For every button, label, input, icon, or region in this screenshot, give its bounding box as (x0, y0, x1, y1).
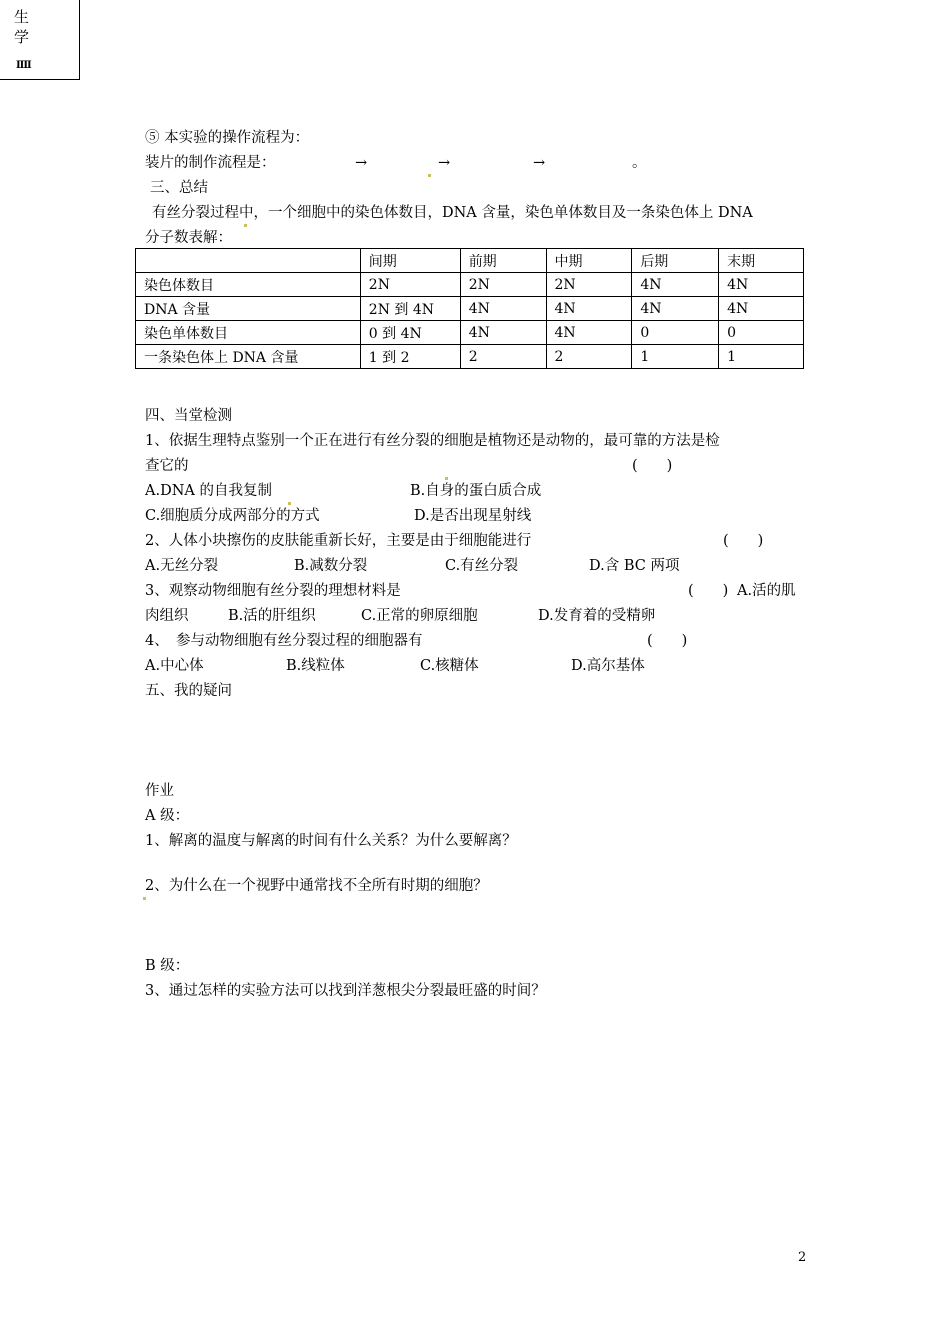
homework-q2: 2、为什么在一个视野中通常找不全所有时期的细胞？ (145, 878, 488, 894)
homework-level-a: A 级： (145, 808, 190, 824)
slide-flow-label: 装片的制作流程是： (145, 155, 276, 171)
table-cell: 4N (460, 321, 546, 345)
corner-char-1: 生 (14, 8, 30, 26)
q4-option-a: A.中心体 (145, 658, 204, 674)
table-header-cell: 前期 (460, 249, 546, 273)
corner-char-2: 学 (14, 28, 30, 46)
q1-option-a: A.DNA 的自我复制 (145, 483, 272, 499)
flow-arrow-1: → (355, 155, 368, 171)
q2-text: 2、人体小块擦伤的皮肤能重新长好，主要是由于细胞能进行 (145, 533, 532, 549)
table-cell: 2N 到 4N (360, 297, 460, 321)
table-header-cell (136, 249, 361, 273)
table-cell: 2 (460, 345, 546, 369)
table-cell: 4N (632, 297, 719, 321)
q3-option-c: C.正常的卵原细胞 (361, 608, 478, 624)
table-cell: 4N (546, 297, 632, 321)
table-cell: 1 (632, 345, 719, 369)
table-header-cell: 中期 (546, 249, 632, 273)
q3-option-a-end: 肉组织 (145, 608, 189, 624)
questions-heading: 五、我的疑问 (145, 683, 232, 699)
table-row (136, 297, 804, 321)
table-header-cell: 后期 (632, 249, 719, 273)
mark-dot (288, 485, 291, 505)
corner-char-3: IIII (16, 60, 31, 71)
page-number: 2 (798, 1250, 807, 1265)
table-header-row (136, 249, 804, 273)
table-cell: 1 (719, 345, 804, 369)
table-cell: 染色体数目 (136, 273, 361, 297)
quiz-heading: 四、当堂检测 (145, 408, 232, 424)
table-cell: 2N (360, 273, 460, 297)
mark-dot (244, 207, 247, 227)
table-header-cell: 间期 (360, 249, 460, 273)
summary-heading: 三、总结 (150, 180, 208, 196)
q4-option-d: D.高尔基体 (571, 658, 645, 674)
table-cell: 0 到 4N (360, 321, 460, 345)
q1-answer-blank: ( ) (632, 458, 673, 474)
table-row (136, 345, 804, 369)
q3-option-b: B.活的肝组织 (228, 608, 316, 624)
table-cell: 2N (460, 273, 546, 297)
homework-level-b: B 级： (145, 958, 190, 974)
flow-arrow-2: → (438, 155, 451, 171)
table-row (136, 321, 804, 345)
table-cell: 0 (719, 321, 804, 345)
flow-end-mark: 。 (632, 155, 647, 171)
table-cell: 2 (546, 345, 632, 369)
table-cell: 2N (546, 273, 632, 297)
q4-answer-blank: ( ) (647, 633, 688, 649)
table-cell: 4N (719, 273, 804, 297)
q3-answer-blank: ( ) (688, 583, 729, 599)
q1-option-d: D.是否出现星射线 (414, 508, 532, 524)
summary-table (135, 248, 804, 369)
table-cell: 染色单体数目 (136, 321, 361, 345)
homework-title: 作业 (145, 783, 174, 799)
q1-option-c: C.细胞质分成两部分的方式 (145, 508, 320, 524)
table-row (136, 273, 804, 297)
table-cell: 4N (632, 273, 719, 297)
table-cell: DNA 含量 (136, 297, 361, 321)
q4-option-b: B.线粒体 (286, 658, 345, 674)
q3-text: 3、观察动物细胞有丝分裂的理想材料是 (145, 583, 401, 599)
summary-intro-line1: 有丝分裂过程中，一个细胞中的染色体数目，DNA 含量，染色单体数目及一条染色体上 DNA (152, 205, 753, 221)
table-cell: 4N (460, 297, 546, 321)
table-cell: 0 (632, 321, 719, 345)
corner-label-box (0, 0, 80, 80)
q4-text: 4、 参与动物细胞有丝分裂过程的细胞器有 (145, 633, 423, 649)
q2-option-c: C.有丝分裂 (445, 558, 519, 574)
table-cell: 4N (546, 321, 632, 345)
flow-arrow-3: → (533, 155, 546, 171)
q1-option-b: B.自身的蛋白质合成 (410, 483, 542, 499)
summary-intro-line2: 分子数表解： (145, 230, 232, 246)
q1-line2: 查它的 (145, 458, 189, 474)
table-cell: 1 到 2 (360, 345, 460, 369)
q4-option-c: C.核糖体 (420, 658, 479, 674)
table-header-cell: 末期 (719, 249, 804, 273)
homework-q3: 3、通过怎样的实验方法可以找到洋葱根尖分裂最旺盛的时间？ (145, 983, 546, 999)
table-cell: 一条染色体上 DNA 含量 (136, 345, 361, 369)
mark-dot (428, 157, 431, 177)
q2-option-b: B.减数分裂 (294, 558, 368, 574)
mark-dot (445, 460, 448, 480)
q1-line1: 1、依据生理特点鉴别一个正在进行有丝分裂的细胞是植物还是动物的，最可靠的方法是检 (145, 433, 720, 449)
procedure-title: ⑤ 本实验的操作流程为： (145, 130, 310, 146)
q2-option-d: D.含 BC 两项 (589, 558, 680, 574)
q2-option-a: A.无丝分裂 (145, 558, 219, 574)
q2-answer-blank: ( ) (723, 533, 764, 549)
homework-q1: 1、解离的温度与解离的时间有什么关系？为什么要解离？ (145, 833, 517, 849)
q3-option-a-start: A.活的肌 (737, 583, 796, 599)
q3-option-d: D.发育着的受精卵 (538, 608, 656, 624)
table-cell: 4N (719, 297, 804, 321)
